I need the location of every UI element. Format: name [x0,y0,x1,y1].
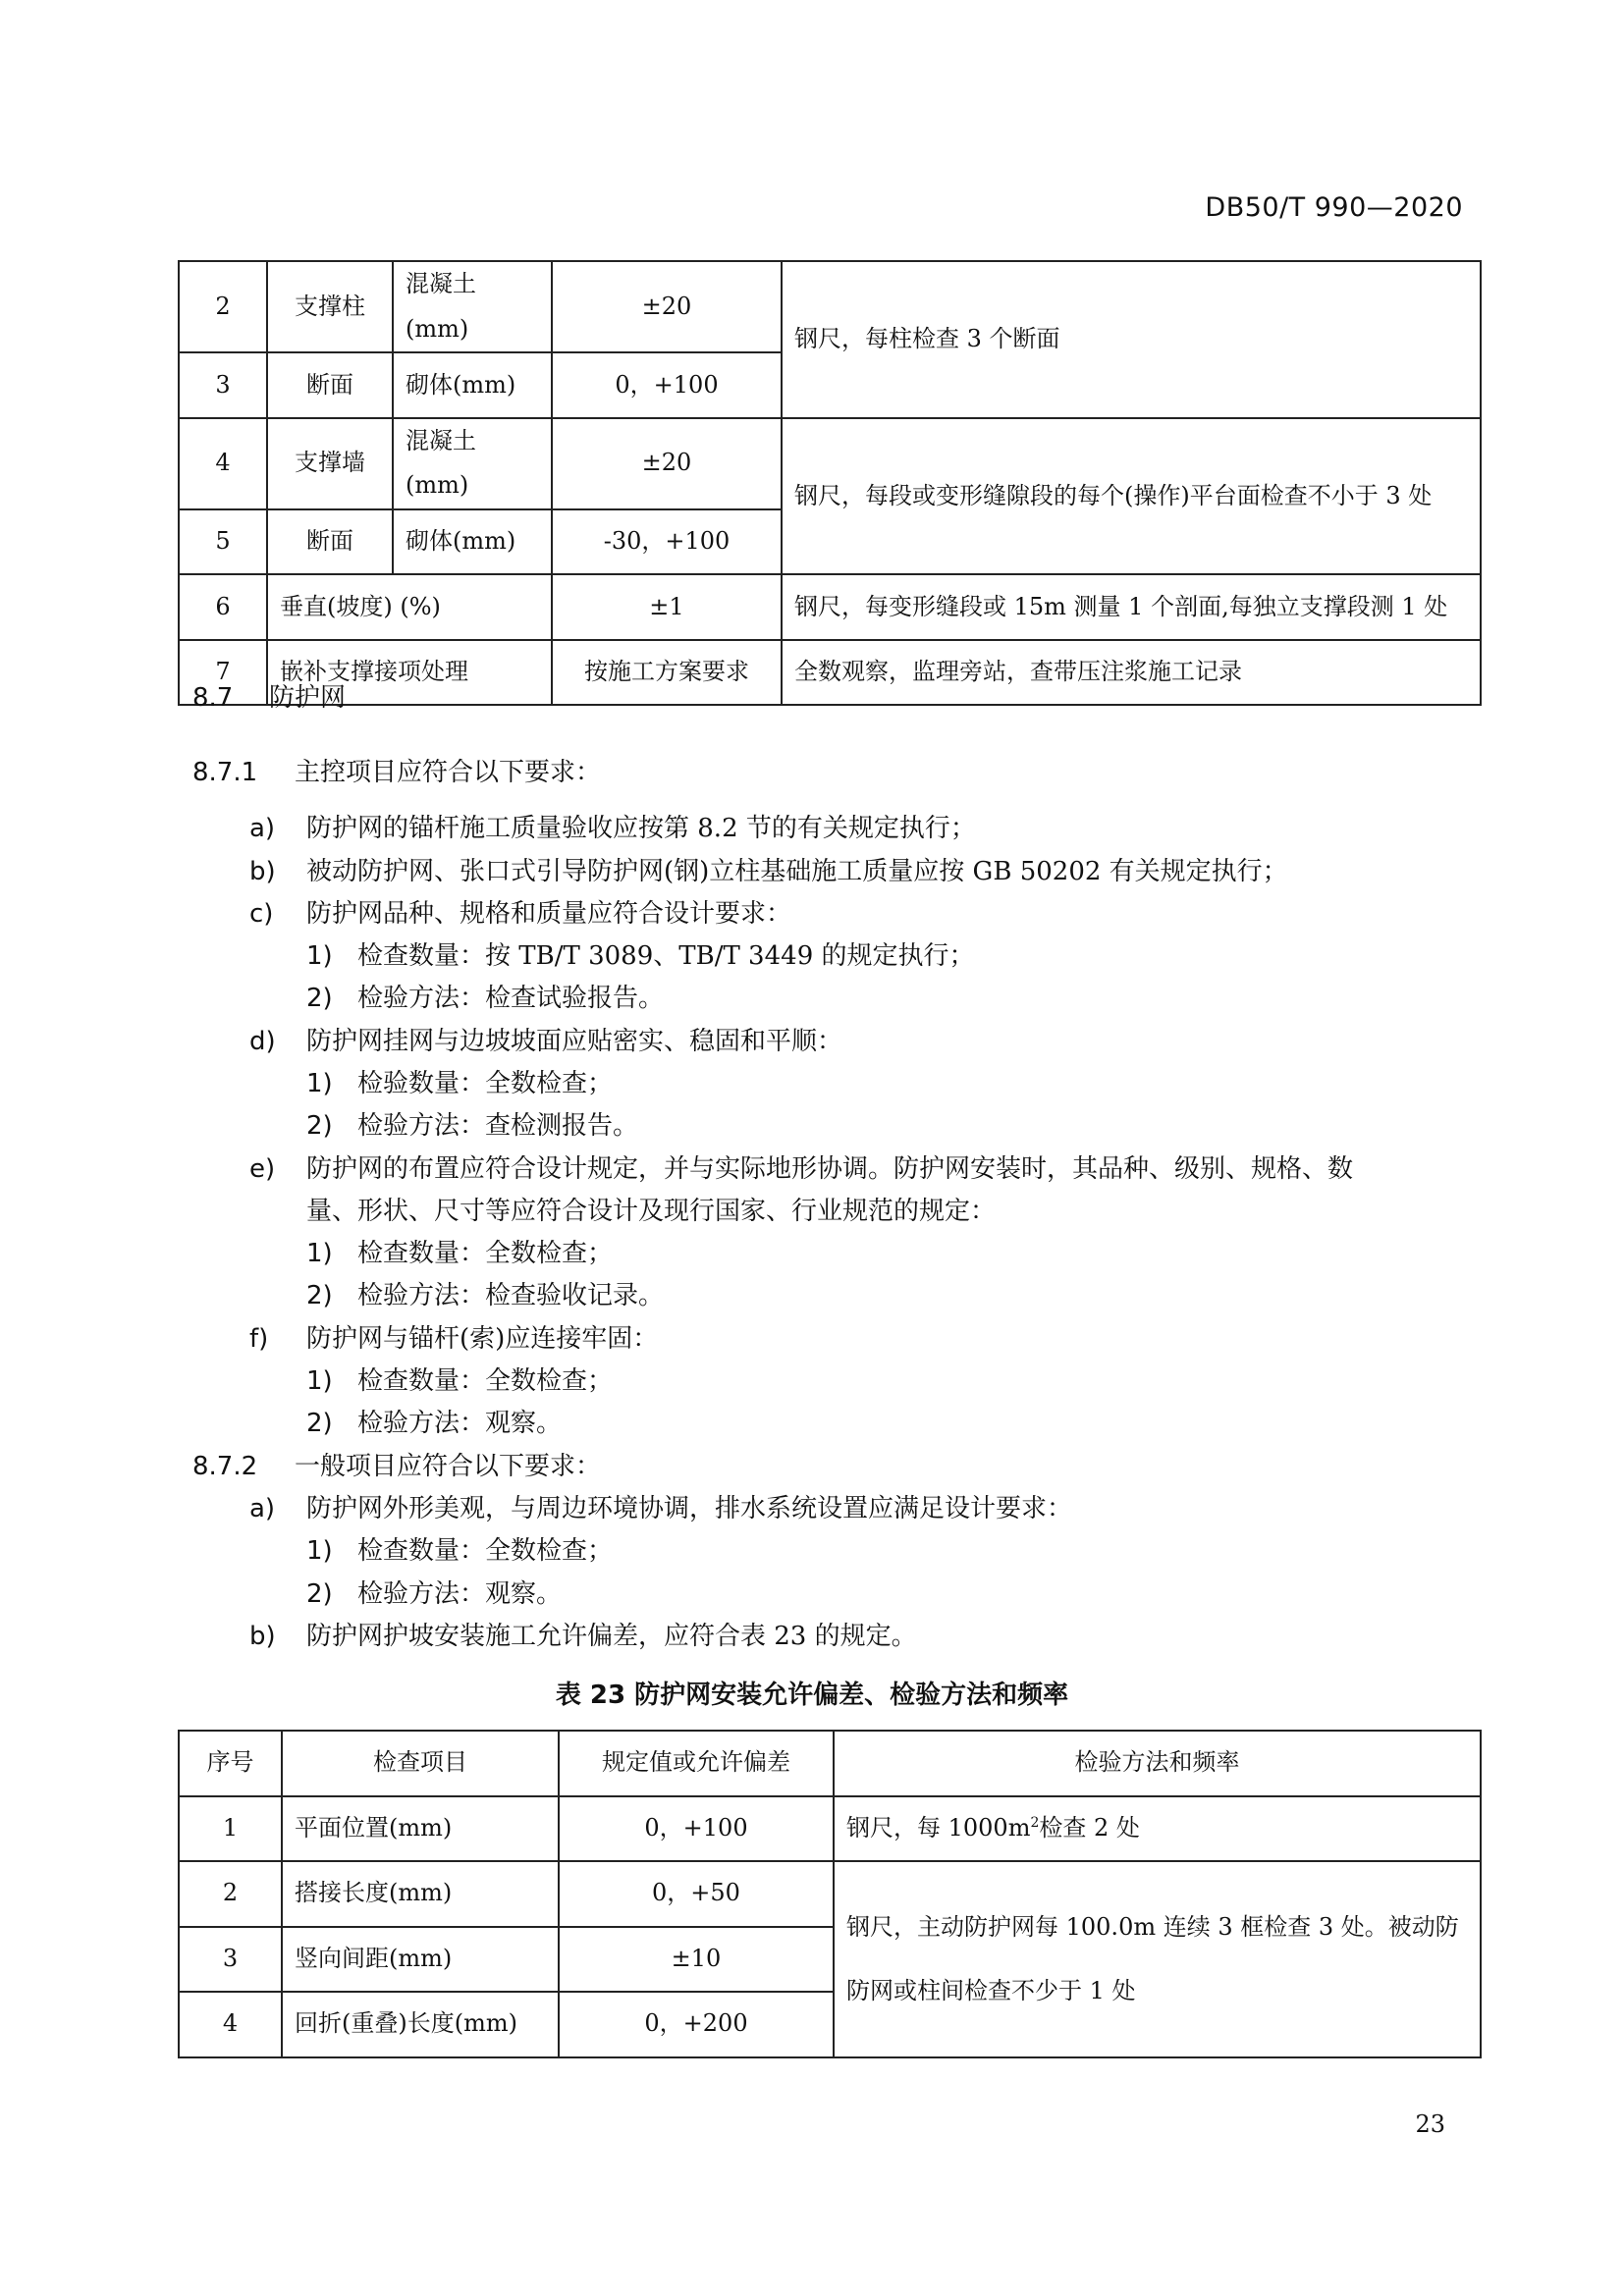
list-text: 防护网的锚杆施工质量验收应按第 8.2 节的有关规定执行； [306,814,976,843]
list-marker: e) [249,1154,276,1184]
sub-list-item [306,1275,664,1311]
row-number: 4 [179,418,267,509]
list-marker: d) [249,1027,276,1056]
list-text: 防护网护坡安装施工允许偏差，应符合表 23 的规定。 [306,1622,917,1651]
list-marker: 1) [306,1536,333,1566]
list-marker: b) [249,857,276,886]
table-row [179,1796,1481,1862]
list-text: 检验数量：全数检查； [357,1069,614,1098]
list-text: 防护网外形美观，与周边环境协调，排水系统设置应满足设计要求： [306,1494,1073,1523]
list-text: 检验方法：观察。 [357,1579,563,1609]
list-text: 防护网的布置应符合设计规定，并与实际地形协调。防护网安装时，其品种、级别、规格、数 [306,1154,1354,1184]
table-row [179,640,1481,706]
list-item [249,893,791,930]
clause-text: 一般项目应符合以下要求： [295,1452,602,1481]
table-23 [178,1730,1482,2058]
list-item [249,851,1288,887]
check-item: 断面 [267,509,393,575]
list-text: 检查数量：全数检查； [357,1366,614,1396]
sub-list-item [306,1403,562,1439]
sub-item: 砌体(mm) [393,352,552,418]
sub-list-item [306,978,664,1014]
tolerance-value: 0，+50 [559,1861,834,1927]
section-title: 防护网 [269,683,347,713]
check-item: 支撑墙 [267,418,393,509]
method-text: 钢尺，每 1000m [846,1813,1031,1842]
column-header: 检查项目 [282,1731,559,1796]
list-text: 防护网品种、规格和质量应符合设计要求： [306,899,792,929]
row-number: 2 [179,261,267,352]
row-number: 2 [179,1861,282,1927]
check-item: 平面位置(mm) [282,1796,559,1862]
check-item: 搭接长度(mm) [282,1861,559,1927]
check-method [834,1861,1481,2057]
clause-872 [192,1446,601,1482]
tolerance-value: ±1 [552,574,782,640]
list-text: 防护网挂网与边坡坡面应贴密实、稳固和平顺： [306,1027,843,1056]
list-item [249,808,976,844]
check-method: 钢尺，每变形缝段或 15m 测量 1 个剖面,每独立支撑段测 1 处 [782,574,1481,640]
list-marker: 1) [306,1366,333,1396]
list-marker: 2) [306,1111,333,1141]
check-item: 回折(重叠)长度(mm) [282,1992,559,2057]
row-number: 6 [179,574,267,640]
method-text-continuation: 防网或柱间检查不少于 1 处 [846,1976,1136,2004]
table-row [179,418,1481,509]
check-method: 钢尺，每段或变形缝隙段的每个(操作)平台面检查不小于 3 处 [782,418,1481,575]
list-text: 检验方法：观察。 [357,1409,563,1438]
table-header-row [179,1731,1481,1796]
method-superscript: 2 [1030,1814,1040,1831]
check-method: 钢尺，每柱检查 3 个断面 [782,261,1481,418]
list-item [249,1616,917,1652]
list-item [249,1318,658,1355]
sub-item: 混凝土(mm) [393,418,552,509]
clause-number: 8.7.2 [192,1452,258,1481]
column-header: 规定值或允许偏差 [559,1731,834,1796]
list-marker: a) [249,814,276,843]
list-marker: 2) [306,1409,333,1438]
table-row [179,574,1481,640]
list-marker: c) [249,899,274,929]
section-heading [192,677,346,714]
tolerance-value: ±20 [552,418,782,509]
sub-list-item [306,1574,562,1610]
sub-list-item [306,935,975,972]
row-number: 7 [179,640,267,706]
row-number: 4 [179,1992,282,2057]
list-text: 防护网与锚杆(索)应连接牢固： [306,1324,659,1354]
list-text: 检查数量：按 TB/T 3089、TB/T 3449 的规定执行； [357,941,975,971]
tolerance-table-continued [178,260,1482,706]
document-id: DB50/T 990—2020 [1205,192,1463,223]
check-item: 断面 [267,352,393,418]
list-marker: f) [249,1324,269,1354]
row-number: 3 [179,352,267,418]
list-text: 检验方法：检查验收记录。 [357,1281,665,1310]
list-text: 检查数量：全数检查； [357,1239,614,1268]
clause-text: 主控项目应符合以下要求： [295,758,602,787]
list-marker: 2) [306,1281,333,1310]
table-caption: 表 23 防护网安装允许偏差、检验方法和频率 [555,1681,1069,1710]
list-marker: a) [249,1494,276,1523]
check-item: 支撑柱 [267,261,393,352]
list-item [249,1488,1072,1524]
tolerance-value: -30，+100 [552,509,782,575]
list-text: 检验方法：检查试验报告。 [357,984,665,1013]
row-number: 3 [179,1927,282,1993]
sub-list-item [306,1361,613,1397]
list-item [249,1021,842,1057]
sub-item: 砌体(mm) [393,509,552,575]
tolerance-value: 0，+100 [552,352,782,418]
method-text-tail: 检查 2 处 [1039,1813,1140,1842]
sub-list-item [306,1063,613,1099]
list-marker: 2) [306,1579,333,1609]
column-header: 序号 [179,1731,282,1796]
list-text: 检查数量：全数检查； [357,1536,614,1566]
check-method [834,1796,1481,1862]
tolerance-value: ±10 [559,1927,834,1993]
sub-list-item [306,1530,613,1567]
tolerance-value: ±20 [552,261,782,352]
row-number: 1 [179,1796,282,1862]
sub-list-item [306,1233,613,1269]
clause-number: 8.7.1 [192,758,258,787]
sub-list-item [306,1105,638,1142]
tolerance-value: 0，+100 [559,1796,834,1862]
list-marker: 2) [306,984,333,1013]
tolerance-value: 0，+200 [559,1992,834,2057]
table-row [179,261,1481,352]
section-number: 8.7 [192,683,234,713]
list-marker: 1) [306,941,333,971]
list-marker: 1) [306,1069,333,1098]
sub-item: 混凝土(mm) [393,261,552,352]
check-method: 全数观察，监理旁站，查带压注浆施工记录 [782,640,1481,706]
row-number: 5 [179,509,267,575]
check-item: 竖向间距(mm) [282,1927,559,1993]
tolerance-value: 按施工方案要求 [552,640,782,706]
list-item [249,1148,1353,1185]
page-number: 23 [1415,2110,1445,2138]
list-text: 检验方法：查检测报告。 [357,1111,639,1141]
list-text: 被动防护网、张口式引导防护网(钢)立柱基础施工质量应按 GB 50202 有关规定执行； [306,857,1288,886]
clause-871 [192,752,601,788]
check-item: 嵌补支撑接项处理 [267,640,552,706]
method-text: 钢尺，主动防护网每 100.0m 连续 3 框检查 3 处。被动防 [846,1912,1459,1941]
check-item: 垂直(坡度) (%) [267,574,552,640]
list-text-continuation: 量、形状、尺寸等应符合设计及现行国家、行业规范的规定： [306,1197,997,1226]
list-marker: b) [249,1622,276,1651]
list-marker: 1) [306,1239,333,1268]
table-row [179,1861,1481,1927]
column-header: 检验方法和频率 [834,1731,1481,1796]
